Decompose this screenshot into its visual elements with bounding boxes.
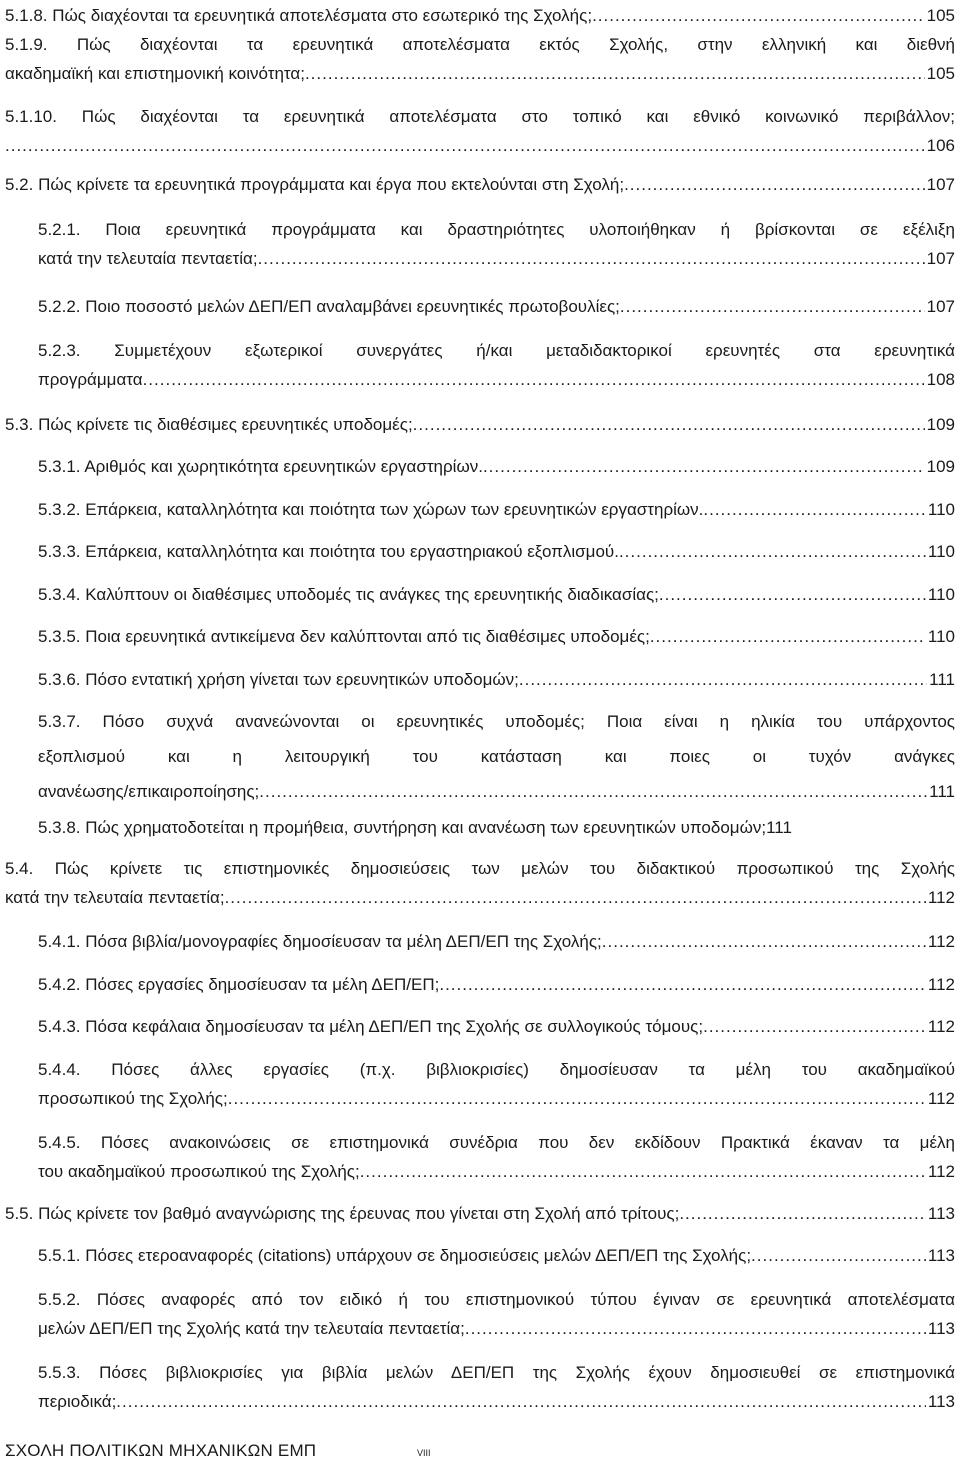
toc-dot-leader xyxy=(703,494,926,526)
toc-dot-leader xyxy=(413,409,925,441)
toc-page-number: 113 xyxy=(927,1204,955,1223)
toc-entry-text: του ακαδημαϊκού προσωπικού της Σχολής; xyxy=(38,1156,360,1188)
toc-entry-line xyxy=(38,1083,955,1115)
toc-page-number: 107 xyxy=(926,297,955,316)
toc-dot-leader xyxy=(225,882,926,914)
toc-page-number: 105 xyxy=(926,64,955,83)
toc-dot-leader xyxy=(619,536,926,568)
toc-entry-text: κατά την τελευταία πενταετία; xyxy=(38,243,258,275)
toc-entry-line xyxy=(38,812,955,844)
toc-entry-text: 5.5.3. Πόσες βιβλιοκρισίες για βιβλία μελών ΔΕΠ/ΕΠ της Σχολής έχουν δημοσιευθεί σε επιστημονικά xyxy=(38,1363,955,1382)
toc-entry-line xyxy=(38,776,955,808)
toc-entry-text: 5.4. Πώς κρίνετε τις επιστημονικές δημοσιεύσεις των μελών του διδακτικού προσωπικού της Σχολής xyxy=(5,859,955,878)
toc-entry-text: 5.1.9. Πώς διαχέονται τα ερευνητικά αποτελέσματα εκτός Σχολής, στην ελληνική και διεθνή xyxy=(5,35,955,54)
toc-entry-line xyxy=(5,409,955,441)
toc-entry-text: 5.4.4. Πόσες άλλες εργασίες (π.χ. βιβλιοκρισίες) δημοσίευσαν τα μέλη του ακαδημαϊκού xyxy=(38,1060,955,1079)
toc-entry-line xyxy=(38,364,955,396)
toc-page-number: 112 xyxy=(927,1017,955,1036)
toc-dot-leader xyxy=(259,776,927,808)
toc-dot-leader xyxy=(519,664,927,696)
toc-entry-text: προγράμματα xyxy=(38,364,143,396)
toc-page-number: 112 xyxy=(927,1089,955,1108)
toc-entry-text: ακαδημαϊκή και επιστημονική κοινότητα; xyxy=(5,58,305,90)
toc-dot-leader xyxy=(620,291,925,323)
toc-entry-line xyxy=(5,130,955,162)
toc-dot-leader xyxy=(228,1083,926,1115)
toc-entry-line xyxy=(38,214,955,246)
toc-entry-line xyxy=(5,101,955,133)
toc-dot-leader xyxy=(624,169,925,201)
toc-entry-line xyxy=(5,58,955,90)
toc-entry-line xyxy=(38,706,955,738)
toc-page-number: 112 xyxy=(927,888,955,907)
toc-entry-text: 5.3. Πώς κρίνετε τις διαθέσιμες ερευνητικές υποδομές; xyxy=(5,409,413,441)
toc-entry-line xyxy=(38,1313,955,1345)
toc-entry-text: 5.2.1. Ποια ερευνητικά προγράμματα και δραστηριότητες υλοποιήθηκαν ή βρίσκονται σε εξέλιξη xyxy=(38,220,955,239)
toc-entry-line xyxy=(38,1156,955,1188)
toc-page-number: 112 xyxy=(927,975,955,994)
toc-page-number: 109 xyxy=(926,457,955,476)
toc-page-number: 105 xyxy=(926,6,955,25)
toc-entry-line xyxy=(38,1284,955,1316)
toc-entry-text: 5.3.7. Πόσο συχνά ανανεώνονται οι ερευνητικές υποδομές; Ποια είναι η ηλικία του υπάρχοντος xyxy=(38,712,955,731)
toc-page-number: 111 xyxy=(929,782,955,801)
toc-page-number: 107 xyxy=(926,249,955,268)
toc-entry-line xyxy=(38,1386,955,1418)
toc-entry-line xyxy=(38,1240,955,1272)
toc-page-number: 113 xyxy=(927,1392,955,1411)
toc-dot-leader xyxy=(703,1011,926,1043)
toc-entry-text: περιοδικά; xyxy=(38,1386,116,1418)
toc-entry-text: 5.1.10. Πώς διαχέονται τα ερευνητικά αποτελέσματα στο τοπικό και εθνικό κοινωνικό περιβάλλον; xyxy=(5,107,955,126)
toc-dot-leader xyxy=(679,1198,926,1230)
toc-entry-line xyxy=(38,664,955,696)
toc-entry-text: 5.3.5. Ποια ερευνητικά αντικείμενα δεν καλύπτονται από τις διαθέσιμες υποδομές; xyxy=(38,621,650,653)
toc-entry-text: 5.3.3. Επάρκεια, καταλληλότητα και ποιότητα του εργαστηριακού εξοπλισμού. xyxy=(38,536,619,568)
toc-entry-text: μελών ΔΕΠ/ΕΠ της Σχολής κατά την τελευταία πενταετία; xyxy=(38,1313,465,1345)
toc-dot-leader xyxy=(143,364,925,396)
toc-entry-text: 5.4.5. Πόσες ανακοινώσεις σε επιστημονικά συνέδρια που δεν εκδίδουν Πρακτικά έκαναν τα μέλη xyxy=(38,1133,955,1152)
toc-entry-text: εξοπλισμού και η λειτουργική του κατάσταση και ποιες οι τυχόν ανάγκες xyxy=(38,747,955,766)
toc-entry-line xyxy=(5,0,955,32)
toc-entry-text: 5.5.1. Πόσες ετεροαναφορές (citations) υπάρχουν σε δημοσιεύσεις μελών ΔΕΠ/ΕΠ της Σχολής; xyxy=(38,1240,751,1272)
toc-entry-text: 5.5. Πώς κρίνετε τον βαθμό αναγνώρισης της έρευνας που γίνεται στη Σχολή από τρίτους; xyxy=(5,1198,679,1230)
toc-entry-line xyxy=(5,169,955,201)
footer-school-name: ΣΧΟΛΗ ΠΟΛΙΤΙΚΩΝ ΜΗΧΑΝΙΚΩΝ ΕΜΠ xyxy=(5,1441,317,1460)
toc-page-number: 112 xyxy=(927,1162,955,1181)
toc-page-number: 113 xyxy=(927,1246,955,1265)
toc-entry-line xyxy=(5,882,955,914)
toc-entry-text: 5.2. Πώς κρίνετε τα ερευνητικά προγράμματα και έργα που εκτελούνται στη Σχολή; xyxy=(5,169,624,201)
toc-page-number: 112 xyxy=(927,932,955,951)
toc-entry-line xyxy=(5,1198,955,1230)
toc-entry-line xyxy=(38,741,955,773)
toc-entry-text: 5.3.1. Αριθμός και χωρητικότητα ερευνητικών εργαστηρίων. xyxy=(38,451,483,483)
toc-entry-text: 5.4.2. Πόσες εργασίες δημοσίευσαν τα μέλη ΔΕΠ/ΕΠ; xyxy=(38,969,439,1001)
toc-entry-text: 5.3.4. Καλύπτουν οι διαθέσιμες υποδομές τις ανάγκες της ερευνητικής διαδικασίας; xyxy=(38,579,659,611)
toc-entry-text: κατά την τελευταία πενταετία; xyxy=(5,882,225,914)
toc-page-number: 107 xyxy=(926,175,955,194)
toc-entry-line xyxy=(5,29,955,61)
toc-entry-line xyxy=(38,494,955,526)
toc-dot-leader xyxy=(258,243,925,275)
toc-dot-leader xyxy=(116,1386,926,1418)
toc-page-number: 109 xyxy=(926,415,955,434)
toc-page-number: 110 xyxy=(927,500,955,519)
toc-page-number: 108 xyxy=(926,370,955,389)
toc-dot-leader xyxy=(360,1156,926,1188)
toc-dot-leader xyxy=(650,621,926,653)
toc-dot-leader xyxy=(602,926,926,958)
toc-dot-leader xyxy=(305,58,925,90)
toc-entry-line xyxy=(38,243,955,275)
toc-page-number: 111 xyxy=(929,670,955,689)
toc-entry-line xyxy=(38,621,955,653)
toc-entry-text: 5.2.2. Ποιο ποσοστό μελών ΔΕΠ/ΕΠ αναλαμβάνει ερευνητικές πρωτοβουλίες; xyxy=(38,291,620,323)
toc-entry-line xyxy=(38,1127,955,1159)
toc-entry-line xyxy=(38,969,955,1001)
toc-entry-line xyxy=(38,451,955,483)
toc-entry-line xyxy=(38,536,955,568)
toc-entry-text: 5.4.1. Πόσα βιβλία/μονογραφίες δημοσίευσαν τα μέλη ΔΕΠ/ΕΠ της Σχολής; xyxy=(38,926,602,958)
toc-page-number: 106 xyxy=(926,136,955,155)
toc-entry-line xyxy=(38,291,955,323)
toc-entry-line xyxy=(5,853,955,885)
toc-page-number: 110 xyxy=(927,585,955,604)
toc-entry-text: ανανέωσης/επικαιροποίησης; xyxy=(38,776,259,808)
toc-entry-text: προσωπικού της Σχολής; xyxy=(38,1083,228,1115)
toc-page-number: 110 xyxy=(927,627,955,646)
toc-dot-leader xyxy=(465,1313,926,1345)
toc-entry-line xyxy=(38,926,955,958)
toc-entry-text: 5.3.8. Πώς χρηματοδοτείται η προμήθεια, συντήρηση και ανανέωση των ερευνητικών υποδομών;111 xyxy=(38,818,792,837)
toc-entry-line xyxy=(38,1054,955,1086)
toc-page-number: 113 xyxy=(927,1319,955,1338)
toc-entry-text: 5.2.3. Συμμετέχουν εξωτερικοί συνεργάτες ή/και μεταδιδακτορικοί ερευνητές στα ερευνητικά xyxy=(38,341,955,360)
page-footer xyxy=(5,1440,955,1463)
toc-entry-text: 5.3.6. Πόσο εντατική χρήση γίνεται των ερευνητικών υποδομών; xyxy=(38,664,519,696)
toc-page-number: 110 xyxy=(927,542,955,561)
footer-page-number: VIII xyxy=(417,1448,431,1458)
toc-entry-text: 5.5.2. Πόσες αναφορές από τον ειδικό ή του επιστημονικού τύπου έγιναν σε ερευνητικά αποτελέσματα xyxy=(38,1290,955,1309)
toc-entry-text: 5.4.3. Πόσα κεφάλαια δημοσίευσαν τα μέλη ΔΕΠ/ΕΠ της Σχολής σε συλλογικούς τόμους; xyxy=(38,1011,703,1043)
toc-dot-leader xyxy=(751,1240,926,1272)
toc-entry-line xyxy=(38,579,955,611)
toc-dot-leader xyxy=(483,451,925,483)
toc-entry-line xyxy=(38,335,955,367)
toc-entry-text: 5.1.8. Πώς διαχέονται τα ερευνητικά αποτελέσματα στο εσωτερικό της Σχολής; xyxy=(5,0,592,32)
toc-entry-text: 5.3.2. Επάρκεια, καταλληλότητα και ποιότητα των χώρων των ερευνητικών εργαστηρίων. xyxy=(38,494,703,526)
toc-dot-leader xyxy=(659,579,926,611)
toc-entry-line xyxy=(38,1011,955,1043)
toc-dot-leader xyxy=(5,130,925,162)
toc-dot-leader xyxy=(439,969,926,1001)
toc-entry-line xyxy=(38,1357,955,1389)
toc-dot-leader xyxy=(592,0,925,32)
